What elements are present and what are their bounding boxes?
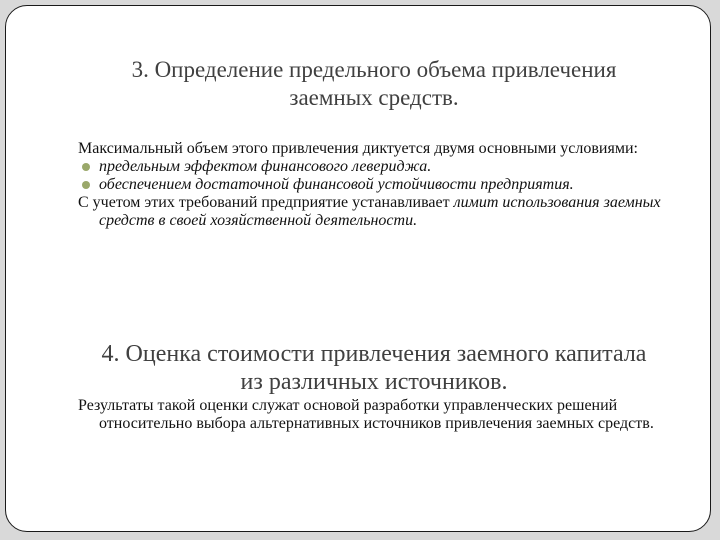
section-3-heading-line-2: заемных средств.: [289, 85, 459, 110]
slide-frame: [5, 5, 711, 532]
bullet-dot-icon: [82, 181, 90, 189]
section-4-body: [78, 397, 688, 433]
bullet-text: обеспечением достаточной финансовой устойчивости предприятия.: [99, 176, 574, 193]
bullet-text: предельным эффектом финансового левериджа.: [99, 158, 432, 175]
conclusion-plain-text: С учетом этих требований предприятие устанавливает: [78, 194, 454, 211]
section-3-intro: Максимальный объем этого привлечения диктуется двумя основными условиями:: [78, 140, 638, 157]
section-3-conclusion: [78, 194, 688, 230]
section-4-heading-line-1: 4. Оценка стоимости привлечения заемного капитала: [101, 341, 647, 367]
bullet-item: [78, 158, 688, 176]
section-3-body: [78, 140, 688, 230]
bullet-dot-icon: [82, 163, 90, 171]
section-4-paragraph: Результаты такой оценки служат основой разработки управленческих решений относительно выбора альтернативных источников привлечения заемных средств.: [78, 397, 654, 432]
section-3-heading: [64, 56, 684, 112]
conclusion-italic-text: лимит использования заемных средств в своей хозяйственной деятельности.: [99, 194, 661, 229]
section-4-heading-line-2: из различных источников.: [240, 369, 508, 395]
bullet-item: [78, 176, 688, 194]
section-4-heading: [64, 340, 684, 396]
section-3-heading-line-1: 3. Определение предельного объема привлечения: [131, 57, 617, 82]
